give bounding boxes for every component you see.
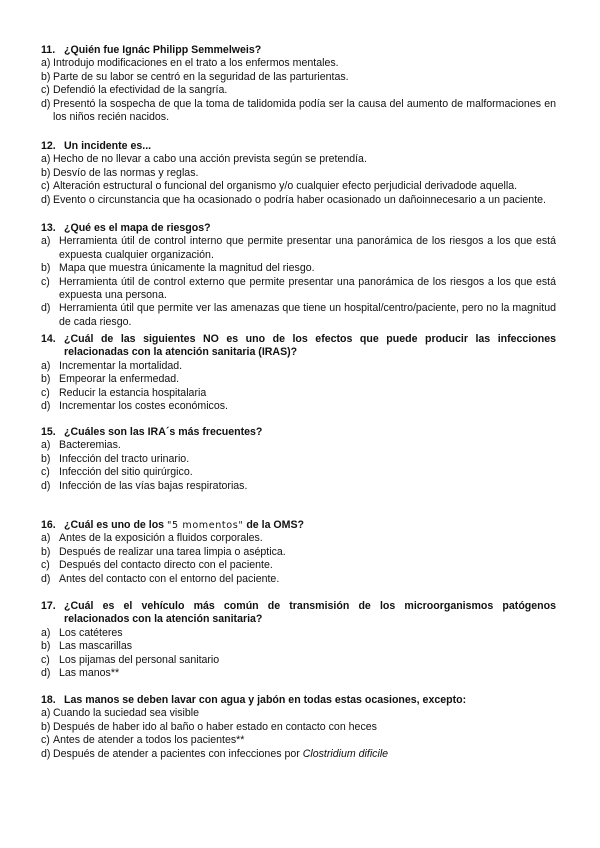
option-d: d) Infección de las vías bajas respiratorias. xyxy=(41,479,248,492)
option-c: c) Infección del sitio quirúrgico. xyxy=(41,466,193,479)
option-d: d) Las manos** xyxy=(41,667,120,680)
option-c: c) Antes de atender a todos los pacientes** xyxy=(41,734,245,747)
option-d: d) Incrementar los costes económicos. xyxy=(41,400,228,413)
option-d: d) Evento o circunstancia que ha ocasionado o podría haber ocasionado un dañoinnecesario a un paciente. xyxy=(41,193,546,206)
option-b: b) Empeorar la enfermedad. xyxy=(41,373,180,386)
question-title xyxy=(41,426,556,439)
question-number: 12. xyxy=(41,140,56,152)
option-d: d) Después de atender a pacientes con infecciones por Clostridium dificile xyxy=(41,747,389,760)
question-number: 14. xyxy=(41,333,56,345)
option-b: b) Después de realizar una tarea limpia o aséptica. xyxy=(41,545,286,558)
option-b: b) Parte de su labor se centró en la seguridad de las parturientas. xyxy=(41,70,349,83)
option-a: a) Herramienta útil de control interno que permite presentar una panorámica de los riesgos a los que está expuesta cualquier organización. xyxy=(41,235,556,261)
question-title xyxy=(41,333,556,360)
question-number: 11. xyxy=(41,44,56,56)
question-text: ¿Cuál de las siguientes NO es uno de los efectos que puede producir las infecciones relacionadas con la atención sanitaria (IRAS)? xyxy=(64,333,556,359)
question-13 xyxy=(41,222,556,329)
question-title xyxy=(41,519,556,532)
question-18 xyxy=(41,694,556,761)
question-number: 16. xyxy=(41,519,56,531)
option-b: b) Desvío de las normas y reglas. xyxy=(41,166,199,179)
question-number: 17. xyxy=(41,600,56,612)
question-14 xyxy=(41,333,556,413)
question-15 xyxy=(41,426,556,493)
question-11 xyxy=(41,44,556,124)
option-a: a) Cuando la suciedad sea visible xyxy=(41,707,200,720)
organism-name: Clostridium dificile xyxy=(302,747,389,760)
option-a: a) Hecho de no llevar a cabo una acción prevista según se pretendía. xyxy=(41,153,367,166)
option-a: a) Los catéteres xyxy=(41,626,123,639)
option-c: c) Alteración estructural o funcional del organismo y/o cualquier efecto perjudicial derivadode aquella. xyxy=(41,180,518,193)
option-d: d) Antes del contacto con el entorno del paciente. xyxy=(41,572,280,585)
option-c: c) Los pijamas del personal sanitario xyxy=(41,653,220,666)
option-b: b) Infección del tracto urinario. xyxy=(41,452,190,465)
question-16 xyxy=(41,519,556,586)
option-b: b) Después de haber ido al baño o haber estado en contacto con heces xyxy=(41,720,377,733)
option-b: b) Mapa que muestra únicamente la magnitud del riesgo. xyxy=(41,262,315,275)
question-text: ¿Cuál es uno de los "5 momentos" de la OMS? xyxy=(64,519,305,531)
option-d: d) Presentó la sospecha de que la toma de talidomida podía ser la causa del aumento de malformaciones en los niños recién nacidos. xyxy=(41,97,556,124)
question-text: ¿Quién fue Ignác Philipp Semmelweis? xyxy=(64,44,262,56)
quoted-term: "5 momentos" xyxy=(167,520,244,531)
question-number: 15. xyxy=(41,426,56,438)
question-title xyxy=(41,600,556,627)
option-c: c) Reducir la estancia hospitalaria xyxy=(41,386,207,399)
question-text: ¿Cuál es el vehículo más común de transmisión de los microorganismos patógenos relacionados con la atención sanitaria? xyxy=(64,600,556,626)
option-a: a) Bacteremias. xyxy=(41,439,121,452)
option-c: c) Después del contacto directo con el paciente. xyxy=(41,559,273,572)
question-12 xyxy=(41,140,556,207)
question-title xyxy=(41,140,556,153)
question-17 xyxy=(41,600,556,680)
option-a: a) Incrementar la mortalidad. xyxy=(41,359,183,372)
question-title xyxy=(41,694,556,707)
question-text: Las manos se deben lavar con agua y jabón en todas estas ocasiones, excepto: xyxy=(64,694,467,706)
option-d: d) Herramienta útil que permite ver las amenazas que tiene un hospital/centro/paciente, pero no la magnitud de cada riesgo. xyxy=(41,302,556,328)
question-text: ¿Cuáles son las IRA´s más frecuentes? xyxy=(64,426,263,438)
question-title xyxy=(41,44,556,57)
question-text: Un incidente es... xyxy=(64,140,152,152)
option-b: b) Las mascarillas xyxy=(41,640,133,653)
option-c: c) Defendió la efectividad de la sangría. xyxy=(41,84,228,97)
question-number: 18. xyxy=(41,694,56,706)
question-number: 13. xyxy=(41,222,56,234)
option-c: c) Herramienta útil de control externo que permite presentar una panorámica de los riesgos a los que está expuesta una persona. xyxy=(41,275,556,302)
question-text: ¿Qué es el mapa de riesgos? xyxy=(64,222,211,234)
question-title xyxy=(41,222,556,235)
option-a: a) Introdujo modificaciones en el trato a los enfermos mentales. xyxy=(41,57,339,70)
option-a: a) Antes de la exposición a fluidos corporales. xyxy=(41,532,263,545)
